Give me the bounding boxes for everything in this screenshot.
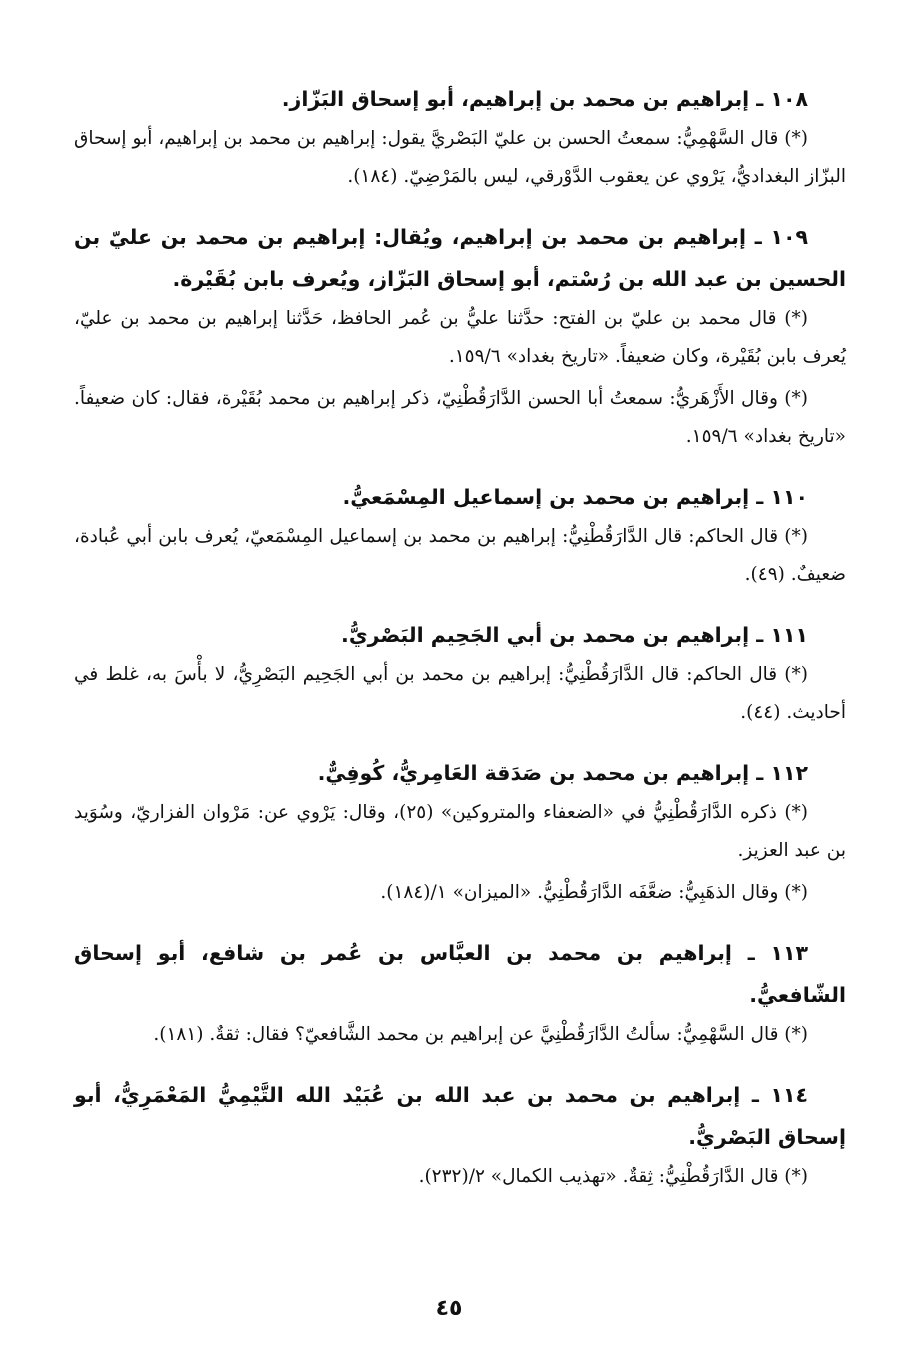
entry-heading: ١١٤ ـ إبراهيم بن محمد بن عبد الله بن عُبَيْد الله التَّيْمِيُّ المَعْمَرِيُّ، أبو إسحاق البَصْريُّ. [74,1083,846,1149]
entry-112 [74,752,846,912]
entry-paragraph: (*) قال الحاكم: قال الدَّارَقُطْنِيُّ: إبراهيم بن محمد بن إسماعيل المِسْمَعيّ، يُعرف بابن أبي عُبادة، ضعيفٌ. (٤٩). [74,526,846,585]
entry-heading: ١٠٨ ـ إبراهيم بن محمد بن إبراهيم، أبو إسحاق البَزّاز. [281,87,808,111]
entry-paragraph: (*) قال محمد بن عليّ بن الفتح: حدَّثنا عليُّ بن عُمر الحافظ، حَدَّثنا إبراهيم بن محمد بن عليّ، يُعرف بابن بُقَيْرة، وكان ضعيفاً. «تاريخ بغداد» ١٥٩/٦. [74,308,846,367]
entry-paragraph: (*) قال الدَّارَقُطْنِيُّ: ثِقةٌ. «تهذيب الكمال» ٢/(٢٣٢). [418,1166,808,1187]
entry-heading: ١١٠ ـ إبراهيم بن محمد بن إسماعيل المِسْمَعيُّ. [342,485,808,509]
entry-108 [74,78,846,196]
entry-paragraph: (*) ذكره الدَّارَقُطْنِيُّ في «الضعفاء والمتروكين» (٢٥)، وقال: يَرْوي عن: مَرْوان الفزاريّ، وسُوَيد بن عبد العزيز. [74,802,846,861]
entry-110 [74,476,846,594]
entry-109 [74,216,846,456]
entry-paragraph: (*) قال السَّهْمِيُّ: سألتُ الدَّارَقُطْنِيَّ عن إبراهيم بن محمد الشَّافعيّ؟ فقال: ثقةٌ. (١٨١). [153,1024,808,1045]
entry-heading: ١٠٩ ـ إبراهيم بن محمد بن إبراهيم، ويُقال: إبراهيم بن محمد بن عليّ بن الحسين بن عبد الله بن رُسْتم، أبو إسحاق البَزّاز، ويُعرف بابن بُقَيْرة. [74,225,846,291]
entry-paragraph: (*) وقال الذهَبِيُّ: ضعَّفَه الدَّارَقُطْنِيُّ. «الميزان» ١/(١٨٤). [380,882,808,903]
entry-113 [74,932,846,1054]
entry-111 [74,614,846,732]
entry-paragraph: (*) قال السَّهْمِيُّ: سمعتُ الحسن بن عليّ البَصْريَّ يقول: إبراهيم بن محمد بن إبراهيم، أبو إسحاق البزّاز البغداديُّ، يَرْوي عن يعقوب الدَّوْرقي، ليس بالمَرْضِيّ. (١٨٤). [74,128,846,187]
entry-heading: ١١٣ ـ إبراهيم بن محمد بن العبَّاس بن عُمر بن شافع، أبو إسحاق الشّافعيُّ. [74,941,846,1007]
entry-paragraph: (*) وقال الأَزْهَريُّ: سمعتُ أبا الحسن الدَّارَقُطْنِيّ، ذكر إبراهيم بن محمد بُقَيْرة، فقال: كان ضعيفاً. «تاريخ بغداد» ١٥٩/٦. [74,388,846,447]
entry-heading: ١١٢ ـ إبراهيم بن محمد بن صَدَقة العَامِريُّ، كُوفِيٌّ. [317,761,808,785]
entry-114 [74,1074,846,1196]
entry-heading: ١١١ ـ إبراهيم بن محمد بن أبي الجَحِيم البَصْريُّ. [341,623,808,647]
page-number: ٤٥ [435,1296,463,1321]
entry-paragraph: (*) قال الحاكم: قال الدَّارَقُطْنِيُّ: إبراهيم بن محمد بن أبي الجَحِيم البَصْرِيُّ، لا بأْسَ به، غلط في أحاديث. (٤٤). [74,664,846,723]
